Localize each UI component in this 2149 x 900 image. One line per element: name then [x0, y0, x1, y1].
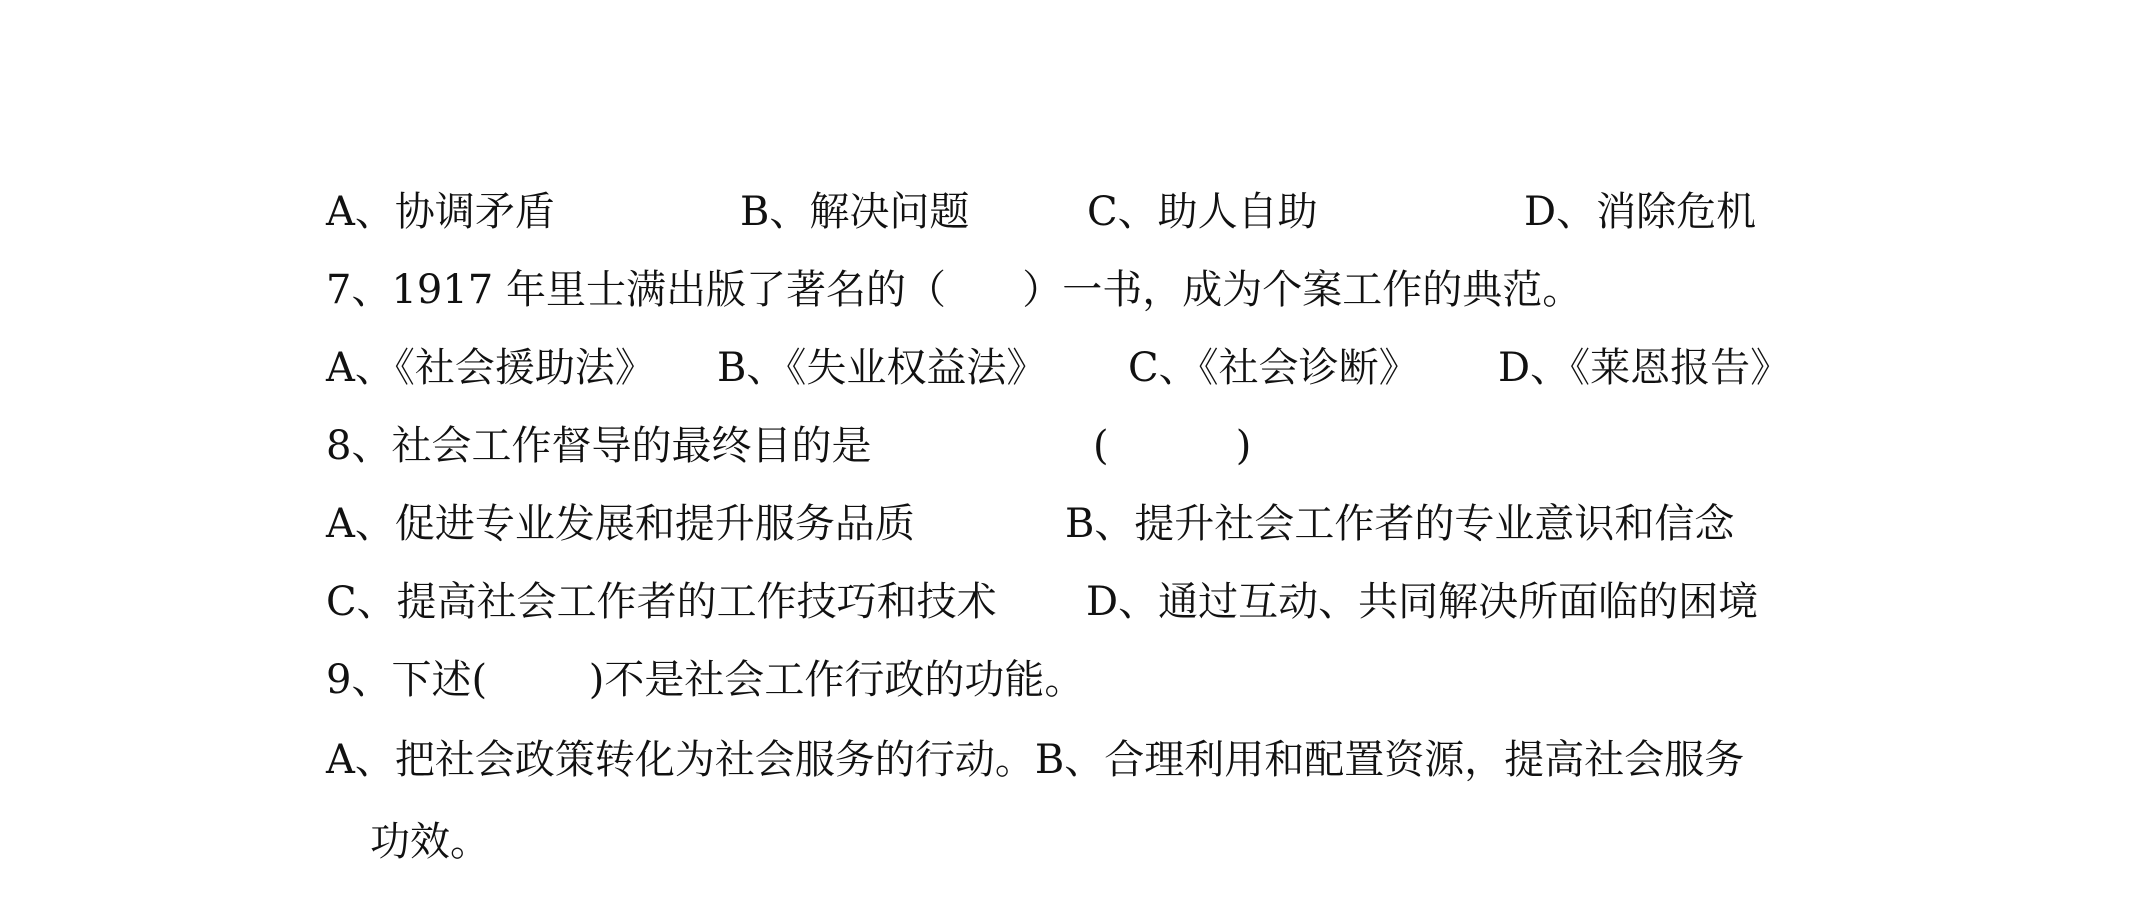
q7-option-b: B、《失业权益法》: [717, 345, 1047, 391]
q8-option-c: C、提高社会工作者的工作技巧和技术: [326, 579, 997, 625]
q6-option-d: D、消除危机: [1524, 189, 1757, 235]
q7-option-d: D、《莱恩报告》: [1498, 345, 1791, 391]
q8-option-b: B、提升社会工作者的专业意识和信念: [1065, 501, 1735, 547]
q6-option-b: B、解决问题: [740, 189, 970, 235]
q6-option-a: A、协调矛盾: [326, 189, 555, 235]
q8-stem: 8、社会工作督导的最终目的是: [326, 423, 872, 469]
q6-option-c: C、助人自助: [1087, 189, 1318, 235]
q9-options-ab: A、把社会政策转化为社会服务的行动。B、合理利用和配置资源，提高社会服务: [326, 737, 1745, 783]
q7-option-c: C、《社会诊断》: [1128, 345, 1419, 391]
q7-option-a: A、《社会援助法》: [326, 345, 655, 391]
q8-option-d: D、通过互动、共同解决所面临的困境: [1086, 579, 1759, 625]
q9-options-ab-continued: 功效。: [370, 819, 490, 865]
q8-option-a: A、促进专业发展和提升服务品质: [326, 501, 915, 547]
q7-stem: 7、1917 年里士满出版了著名的（ ）一书，成为个案工作的典范。: [326, 267, 1583, 313]
q9-stem: 9、下述( )不是社会工作行政的功能。: [326, 657, 1085, 703]
q8-answer-paren: ( ): [1093, 423, 1252, 469]
